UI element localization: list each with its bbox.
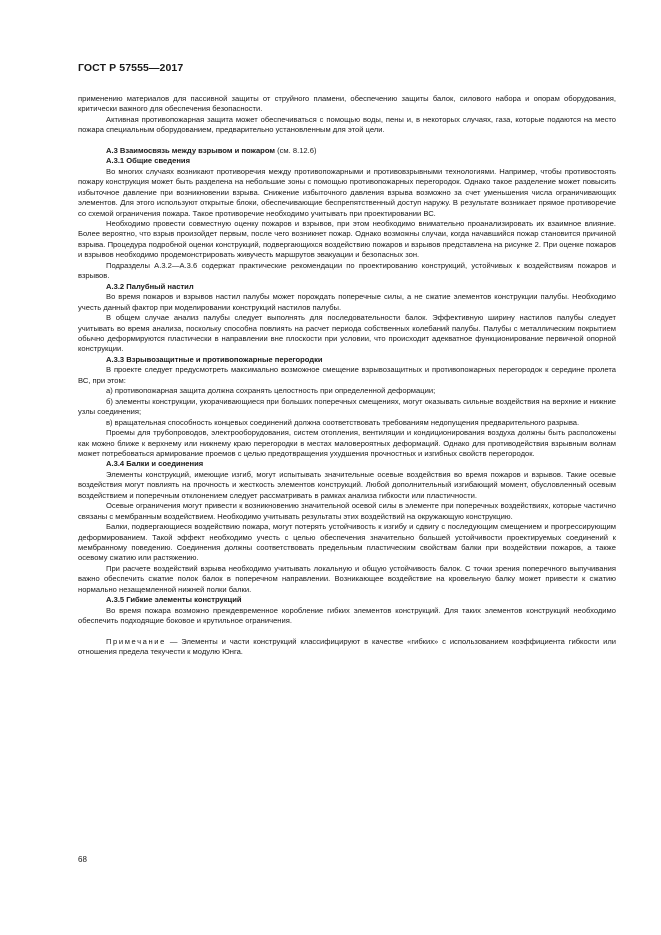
note-label: Примечание — [106, 636, 166, 646]
paragraph: Во время пожара возможно преждевременное коробление гибких элементов конструкций. Для таких элементов конструкций необходимо обеспечить подходящие боковое и крутильное ограничения. — [78, 605, 616, 626]
page-header: ГОСТ Р 57555—2017 — [78, 62, 184, 74]
section-heading-ref: (см. 8.12.6) — [274, 145, 317, 155]
paragraph: Проемы для трубопроводов, электрооборудования, систем отопления, вентиляции и кондиционирования воздуха должны быть расположены как можно ближе к верхнему или нижнему краю перегородки в местах маловероятных деформаций. Однако для противодействия взрывным волнам может потребоваться армирование проемов с целью предотвращения ухудшения прочностных и изгибных свойств перегородок. — [78, 428, 616, 458]
subsection-heading-a34: А.3.4 Балки и соединения — [106, 459, 204, 469]
note — [78, 637, 616, 658]
list-item: в) вращательная способность концевых соединений должна соответствовать требованиям недопущения предварительного разрыва. — [106, 417, 580, 427]
paragraph: При расчете воздействий взрыва необходимо учитывать локальную и общую устойчивость балок. С точки зрения поперечного выпучивания важно обеспечить сжатие полок балок в поперечном направлении. Возникающее воздействие на кровельную балку может привести к сжатию нормально незащемленной нижней полки балки. — [78, 563, 616, 594]
paragraph: Осевые ограничения могут привести к возникновению значительной осевой силы в элементе при поперечных воздействиях, которые частично связаны с мембранным воздействием. Необходимо учитывать результаты этих воздействий на окружающую конструкцию. — [78, 501, 616, 521]
document-body — [78, 94, 616, 658]
subsection-heading-a32: А.3.2 Палубный настил — [106, 281, 194, 291]
paragraph: применению материалов для пассивной защиты от струйного пламени, обеспечению защиты балок, силового набора и опорам оборудования, критически важного для обеспечения безопасности. — [78, 94, 616, 114]
paragraph: В общем случае анализ палубы следует выполнять для последовательности балок. Эффективную ширину настилов палубы следует учитывать во время анализа, поскольку способна повлиять на расчет периода собственных колебаний палубы. Палубы с металлическим покрытием обычно деформируются пластически в направлении вне плоскости при условии, что происходит адекватное функционирование первичной опорной конструкции. — [78, 313, 616, 354]
paragraph: Во время пожаров и взрывов настил палубы может порождать поперечные силы, а не сжатие элементов конструкции палубы. Необходимо учесть данный фактор при моделировании конструкций настилов палубы. — [78, 292, 616, 312]
paragraph: Необходимо провести совместную оценку пожаров и взрывов, при этом необходимо внимательно проанализировать их взаимное влияние. Более вероятно, что взрыв произойдет первым, после чего возникнет пожар. Однако возможны случаи, когда начавшийся пожар становится причиной взрыва. Процедура подробной оценки конструкций, подвергающихся воздействию пожаров и взрывов представлена на рисунке 2. При оценке пожаров и взрывов необходимо продемонстрировать живучесть маршрутов эвакуации и безопасных зон. — [78, 218, 616, 260]
paragraph: Элементы конструкций, имеющие изгиб, могут испытывать значительные осевые воздействия во время пожаров и взрывов. Такие осевые воздействия могут повлиять на прочность и жесткость элементов конструкций. Любой дополнительный изгибающий момент, обусловленный осевым воздействием и поперечным отклонением следует рассматривать в рамках анализа гибкости или пластичности. — [78, 469, 616, 500]
list-item: а) противопожарная защита должна сохранять целостность при определенной деформации; — [106, 386, 436, 396]
subsection-heading-a33: А.3.3 Взрывозащитные и противопожарные перегородки — [106, 354, 323, 364]
paragraph: Балки, подвергающиеся воздействию пожара, могут потерять устойчивость к изгибу и сдвигу с последующим смещением и прогрессирующим деформированием. Такой эффект необходимо учесть с целью обеспечения значительно большей устойчивости проектируемых соединений к мембранному поведению. Соединения должны соответствовать предельным пластическим свойствам балки при воздействии пожаров, а также осевому сжатию или растяжению. — [78, 522, 616, 563]
paragraph: Во многих случаях возникают противоречия между противопожарными и противовзрывными технологиями. Например, чтобы противостоять пожару конструкция может быть разделена на небольшие зоны с помощью противопожарных перегородок. Однако такое разделение может повысить избыточное давление при возникновении взрыва. Снижение избыточного давления взрыва возможно за счет уменьшения числа ограничивающих элементов. Для этого используют открытые блоки, обеспечивающие беспрепятственный доступ наружу. В результате возникает прямое противоречие со схемой ограничения пожара. Такое противоречие необходимо учитывать при проектировании ВС. — [78, 166, 616, 218]
subsection-heading-a35: А.3.5 Гибкие элементы конструкций — [106, 595, 242, 605]
paragraph: В проекте следует предусмотреть максимально возможное смещение взрывозащитных и противопожарных перегородок к середине пролета ВС, при этом: — [78, 365, 616, 385]
paragraph: Активная противопожарная защита может обеспечиваться с помощью воды, пены и, в некоторых случаях, газа, которые подаются на место пожара специальным оборудованием, предварительно установленным для этой цели. — [78, 114, 616, 135]
paragraph: Подразделы А.3.2—А.3.6 содержат практические рекомендации по проектированию конструкций, устойчивых к воздействиям пожаров и взрывов. — [78, 260, 616, 281]
page-number: 68 — [78, 855, 87, 864]
subsection-heading-a31: А.3.1 Общие сведения — [106, 156, 191, 166]
note-text: — Элементы и части конструкций классифицируют в качестве «гибких» с использованием коэффициента гибкости или отношения предела текучести к модулю Юнга. — [78, 636, 616, 657]
list-item: б) элементы конструкции, укорачивающиеся при больших поперечных смещениях, могут оказывать сильные воздействия на верхние и нижние узлы соединения; — [78, 396, 616, 417]
section-heading-a3 — [78, 146, 616, 156]
section-heading-text: А.3 Взаимосвязь между взрывом и пожаром — [106, 145, 275, 155]
